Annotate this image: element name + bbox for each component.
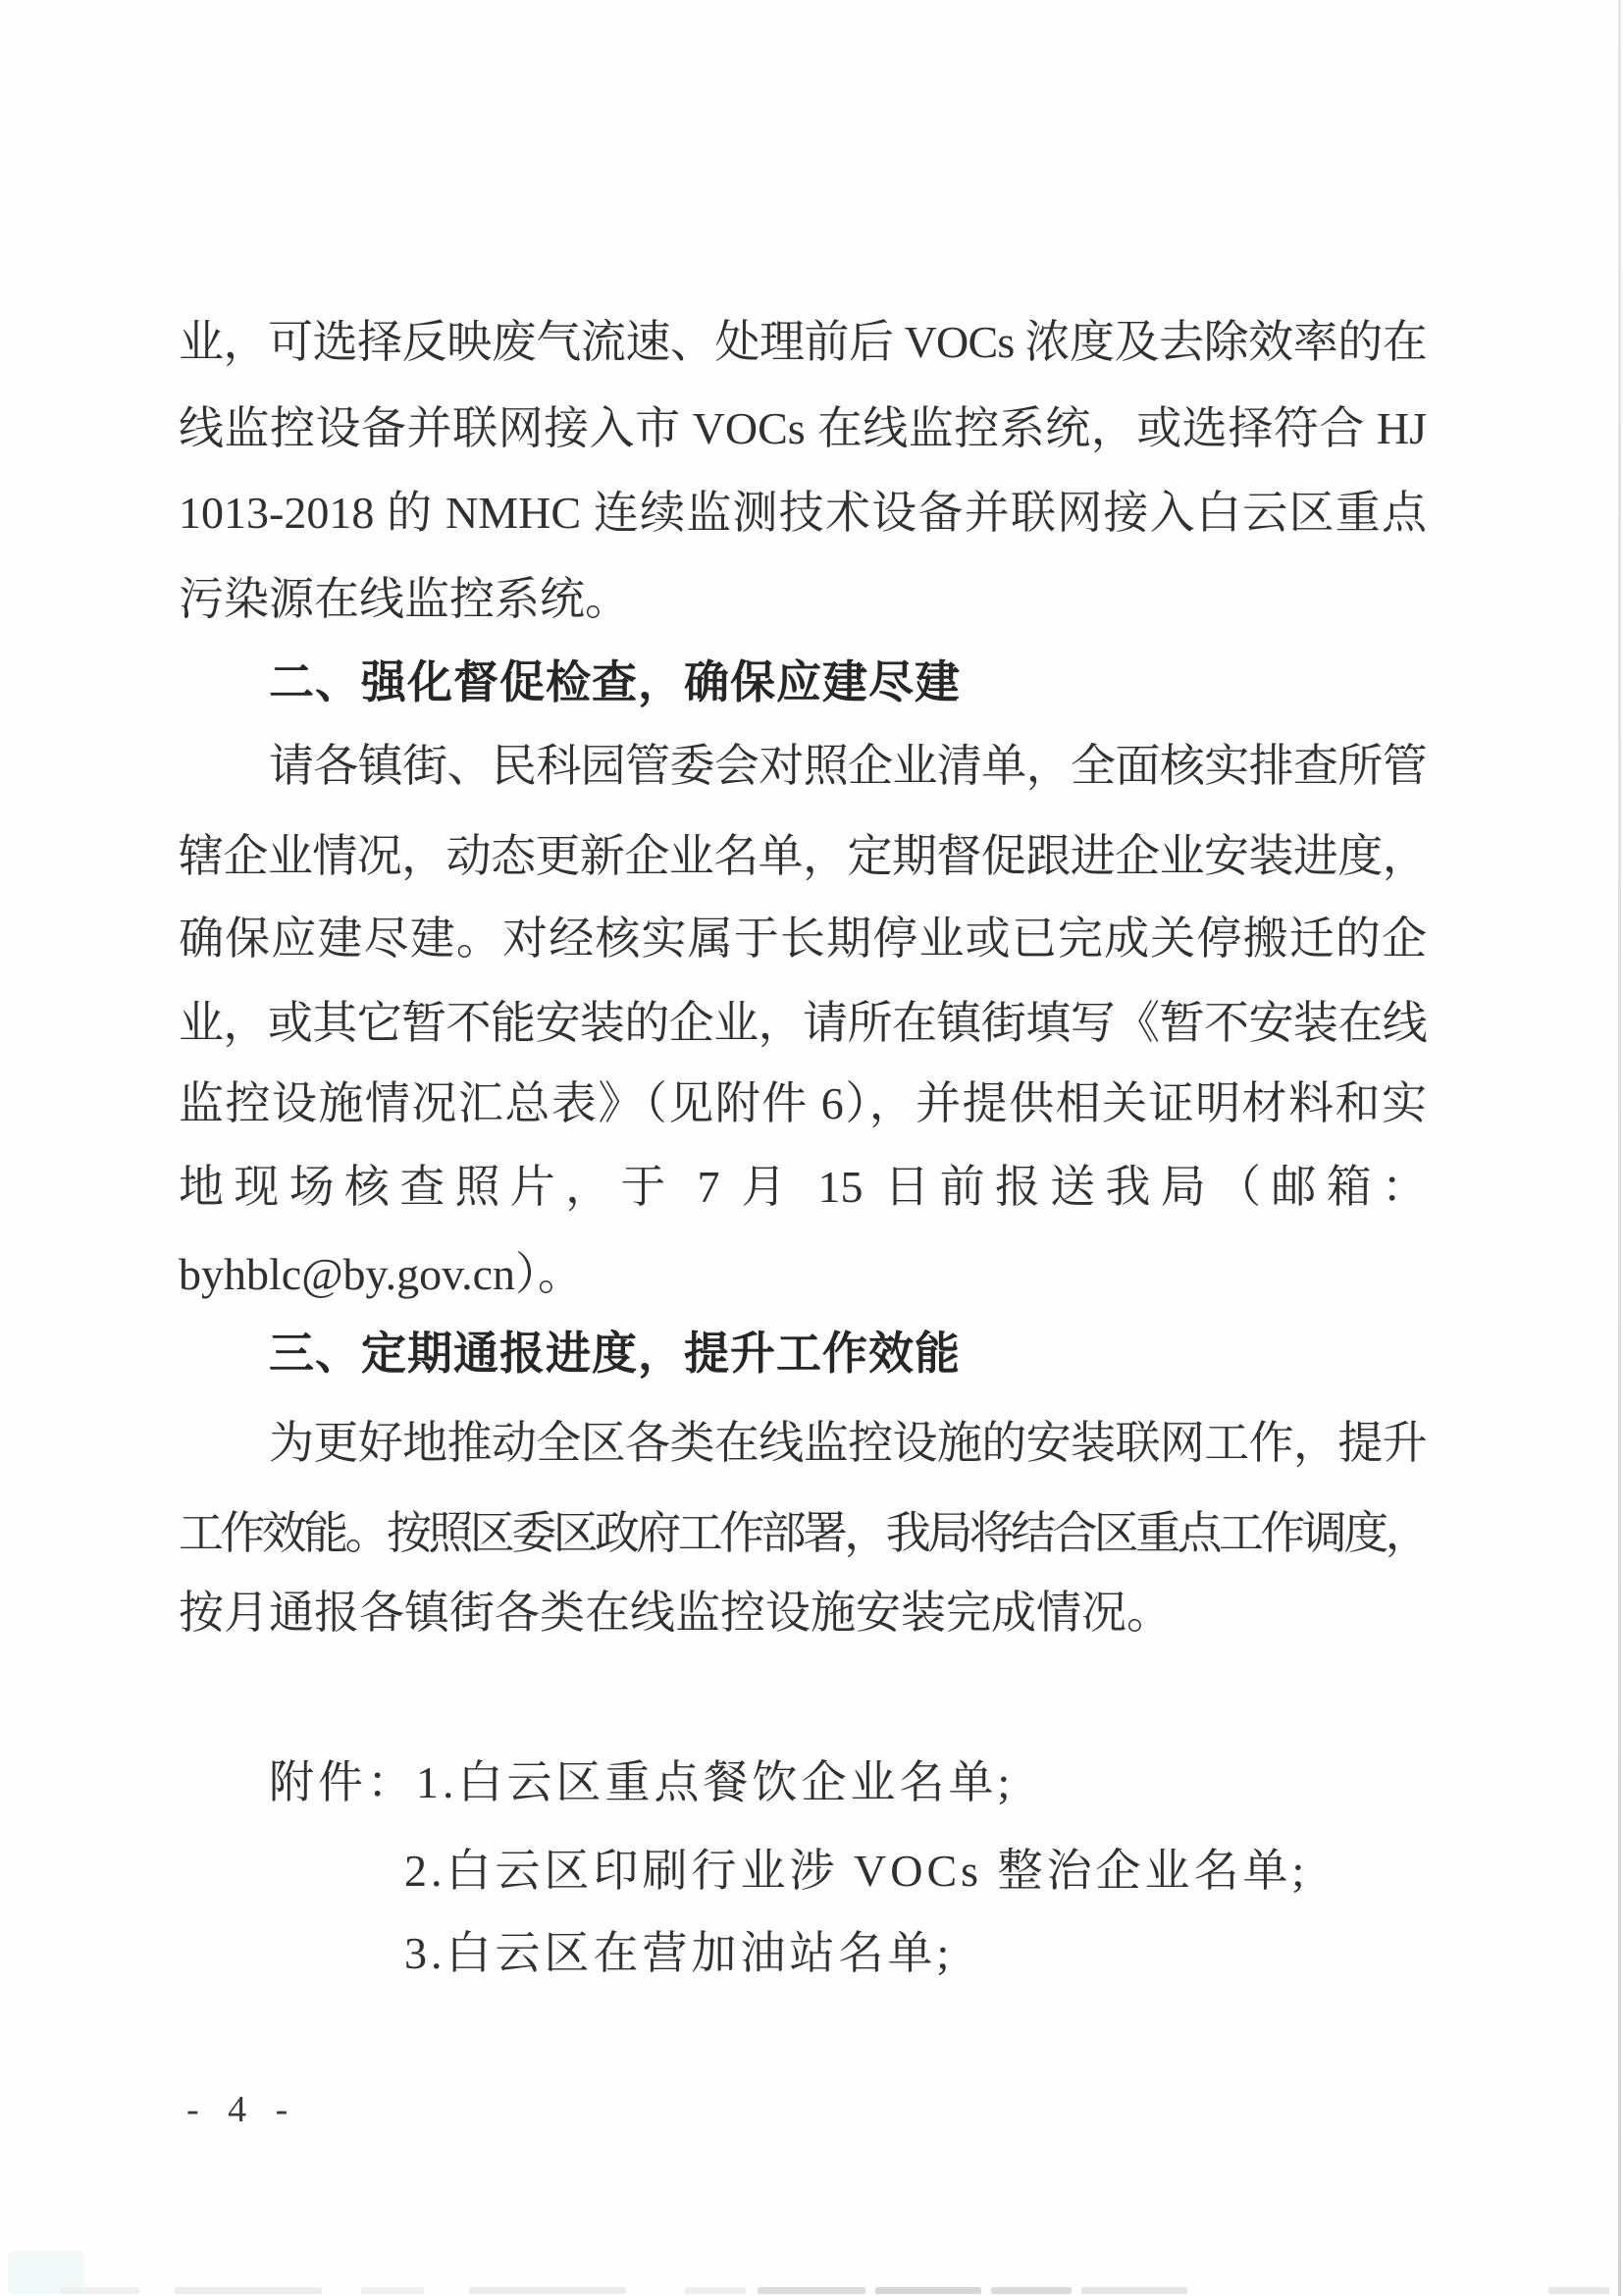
- scan-artifact: [361, 2287, 424, 2294]
- body-line: 请各镇街、民科园管委会对照企业清单，全面核实排查所管: [269, 741, 1427, 791]
- scan-artifact: [175, 2287, 322, 2294]
- body-line: 地现场核查照片，于 7 月 15 日前报送我局（邮箱：: [179, 1162, 1427, 1212]
- page-number: - 4 -: [186, 2089, 298, 2130]
- attachment-line-1: 附件：1.白云区重点餐饮企业名单;: [269, 1757, 1015, 1807]
- section-heading-3: 三、定期通报进度，提升工作效能: [269, 1328, 961, 1379]
- body-line-email: byhblc@by.gov.cn）。: [179, 1249, 584, 1299]
- section-heading-2: 二、强化督促检查，确保应建尽建: [269, 656, 961, 707]
- scan-artifact: [1081, 2287, 1187, 2294]
- body-line: 工作效能。按照区委区政府工作部署，我局将结合区重点工作调度，: [179, 1508, 1428, 1558]
- body-line: 业，可选择反映废气流速、处理前后 VOCs 浓度及去除效率的在: [179, 317, 1427, 367]
- body-line: 辖企业情况，动态更新企业名单，定期督促跟进企业安装进度，: [179, 831, 1427, 881]
- body-line: 为更好地推动全区各类在线监控设施的安装联网工作，提升: [269, 1418, 1427, 1468]
- body-line: 按月通报各镇街各类在线监控设施安装完成情况。: [179, 1588, 1172, 1638]
- attachment-line-2: 2.白云区印刷行业涉 VOCs 整治企业名单;: [404, 1846, 1309, 1896]
- scan-artifact: [469, 2287, 626, 2294]
- scan-artifact: [875, 2287, 981, 2294]
- body-line: 监控设施情况汇总表》（见附件 6），并提供相关证明材料和实: [179, 1078, 1427, 1128]
- body-line: 1013-2018 的 NMHC 连续监测技术设备并联网接入白云区重点: [179, 488, 1427, 538]
- scan-artifact: [1548, 2287, 1609, 2294]
- scan-artifact: [685, 2287, 746, 2294]
- body-line: 确保应建尽建。对经核实属于长期停业或已完成关停搬迁的企: [179, 913, 1427, 964]
- body-line: 业，或其它暂不能安装的企业，请所在镇街填写《暂不安装在线: [179, 998, 1427, 1048]
- scan-artifact: [61, 2287, 139, 2294]
- attachment-line-3: 3.白云区在营加油站名单;: [404, 1928, 954, 1978]
- scan-artifact: [991, 2287, 1072, 2294]
- scan-edge-line: [1618, 0, 1621, 2296]
- body-line: 线监控设备并联网接入市 VOCs 在线监控系统，或选择符合 HJ: [179, 403, 1427, 453]
- body-line: 污染源在线监控系统。: [179, 574, 630, 624]
- scan-artifact: [758, 2287, 865, 2294]
